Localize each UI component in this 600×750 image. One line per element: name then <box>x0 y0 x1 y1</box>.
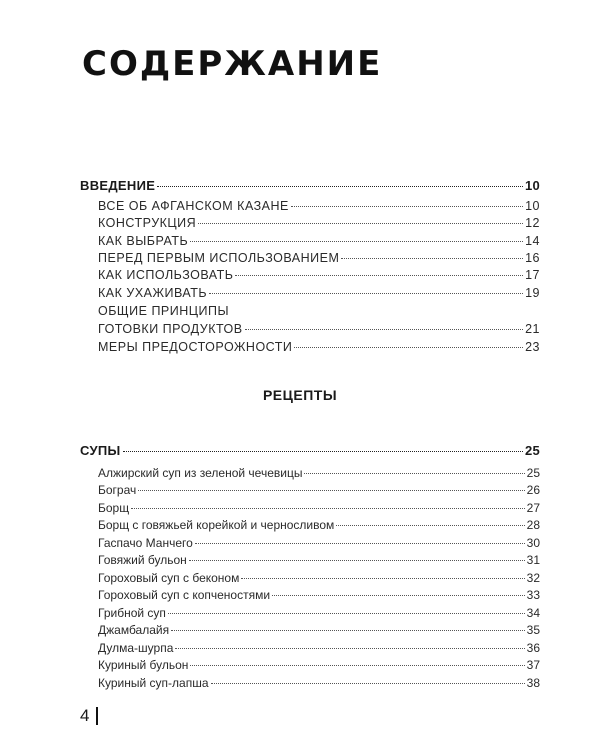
toc-item-label: Куриный бульон <box>98 658 189 672</box>
toc-item-page: 17 <box>525 268 540 282</box>
dot-leader <box>175 648 524 649</box>
toc-item-label: МЕРЫ ПРЕДОСТОРОЖНОСТИ <box>98 340 293 354</box>
dot-leader <box>245 329 523 330</box>
section-page-number: 25 <box>524 443 540 458</box>
toc-item[interactable] <box>98 251 540 265</box>
toc-item-label: ОБЩИЕ ПРИНЦИПЫ <box>98 304 230 318</box>
toc-item-page: 31 <box>526 553 540 567</box>
dot-leader <box>304 473 524 474</box>
toc-item-page: 14 <box>525 234 540 248</box>
toc-item[interactable] <box>98 571 540 585</box>
toc-item[interactable] <box>98 483 540 497</box>
toc-item[interactable] <box>98 322 540 336</box>
toc-item[interactable] <box>98 623 540 637</box>
dot-leader <box>211 683 525 684</box>
dot-leader <box>123 451 523 452</box>
toc-item-label: КОНСТРУКЦИЯ <box>98 216 197 230</box>
dot-leader <box>341 258 523 259</box>
toc-item[interactable] <box>98 234 540 248</box>
toc-item-page: 30 <box>526 536 540 550</box>
toc-item-label: ПЕРЕД ПЕРВЫМ ИСПОЛЬЗОВАНИЕМ <box>98 251 340 265</box>
recipes-heading: РЕЦЕПТЫ <box>262 387 338 403</box>
toc-item-page: 27 <box>526 501 540 515</box>
dot-leader <box>171 630 525 631</box>
toc-item-label: Говяжий бульон <box>98 553 187 567</box>
toc-item[interactable] <box>98 340 540 354</box>
toc-item-label: Бограч <box>98 483 137 497</box>
toc-item-label: Борщ с говяжьей корейкой и черносливом <box>98 518 335 532</box>
toc-item-page: 16 <box>525 251 540 265</box>
toc-item-page: 38 <box>526 676 540 690</box>
dot-leader <box>190 241 523 242</box>
dot-leader <box>209 293 523 294</box>
toc-item[interactable] <box>98 466 540 480</box>
toc-item[interactable] <box>98 588 540 602</box>
toc-item[interactable] <box>98 518 540 532</box>
toc-item[interactable] <box>98 268 540 282</box>
section-page-number: 10 <box>524 178 540 193</box>
toc-item[interactable] <box>98 501 540 515</box>
dot-leader <box>272 595 525 596</box>
dot-leader <box>189 560 525 561</box>
toc-item-label: Грибной суп <box>98 606 166 620</box>
section-label: ВВЕДЕНИЕ <box>80 178 156 193</box>
toc-item-label: Джамбалайя <box>98 623 170 637</box>
page-footer <box>80 706 98 726</box>
toc-item-page: 21 <box>525 322 540 336</box>
toc-item-label: КАК УХАЖИВАТЬ <box>98 286 208 300</box>
toc-item-label: ВСЕ ОБ АФГАНСКОМ КАЗАНЕ <box>98 199 289 213</box>
toc-item-page: 10 <box>525 199 540 213</box>
toc-item[interactable] <box>98 199 540 213</box>
dot-leader <box>168 613 525 614</box>
section-label: СУПЫ <box>80 443 121 458</box>
dot-leader <box>198 223 523 224</box>
toc-item-page: 28 <box>526 518 540 532</box>
dot-leader <box>157 186 523 187</box>
toc-item-page: 34 <box>526 606 540 620</box>
toc-item-page: 35 <box>526 623 540 637</box>
toc-item[interactable] <box>98 536 540 550</box>
dot-leader <box>190 665 524 666</box>
toc-item[interactable] <box>98 658 540 672</box>
dot-leader <box>336 525 524 526</box>
toc-item[interactable] <box>98 553 540 567</box>
dot-leader <box>131 508 525 509</box>
toc-item-page: 19 <box>525 286 540 300</box>
dot-leader <box>291 206 523 207</box>
toc-item-label: Гороховый суп с копченостями <box>98 588 271 602</box>
toc-item-label: Гаспачо Манчего <box>98 536 193 550</box>
toc-item-label: Алжирский суп из зеленой чечевицы <box>98 466 303 480</box>
toc-item-page: 32 <box>526 571 540 585</box>
toc-item-label: Гороховый суп с беконом <box>98 571 240 585</box>
toc-item[interactable] <box>98 286 540 300</box>
toc-item-page: 26 <box>526 483 540 497</box>
toc-item-label: Дулма-шурпа <box>98 641 174 655</box>
toc-item[interactable] <box>98 676 540 690</box>
toc-item-label: КАК ИСПОЛЬЗОВАТЬ <box>98 268 234 282</box>
toc-item-label: ГОТОВКИ ПРОДУКТОВ <box>98 322 243 336</box>
dot-leader <box>195 543 525 544</box>
toc-item-label: Борщ <box>98 501 130 515</box>
toc-section-introduction[interactable] <box>80 178 540 193</box>
toc-item-page: 25 <box>526 466 540 480</box>
toc-item[interactable] <box>98 641 540 655</box>
toc-item-page: 12 <box>525 216 540 230</box>
toc-item-page: 37 <box>526 658 540 672</box>
dot-leader <box>138 490 524 491</box>
footer-divider <box>96 707 98 725</box>
toc-item-label: КАК ВЫБРАТЬ <box>98 234 189 248</box>
page-title: СОДЕРЖАНИЕ <box>82 44 383 84</box>
toc-item[interactable] <box>98 216 540 230</box>
toc-item-page: 23 <box>525 340 540 354</box>
dot-leader <box>235 275 523 276</box>
toc-item-page: 33 <box>526 588 540 602</box>
dot-leader <box>294 347 523 348</box>
page-number: 4 <box>80 706 90 725</box>
toc-item-label: Куриный суп-лапша <box>98 676 209 690</box>
toc-item-page: 36 <box>526 641 540 655</box>
dot-leader <box>241 578 524 579</box>
toc-item[interactable] <box>98 606 540 620</box>
toc-section-soups[interactable] <box>80 443 540 458</box>
toc-item[interactable] <box>98 304 540 318</box>
